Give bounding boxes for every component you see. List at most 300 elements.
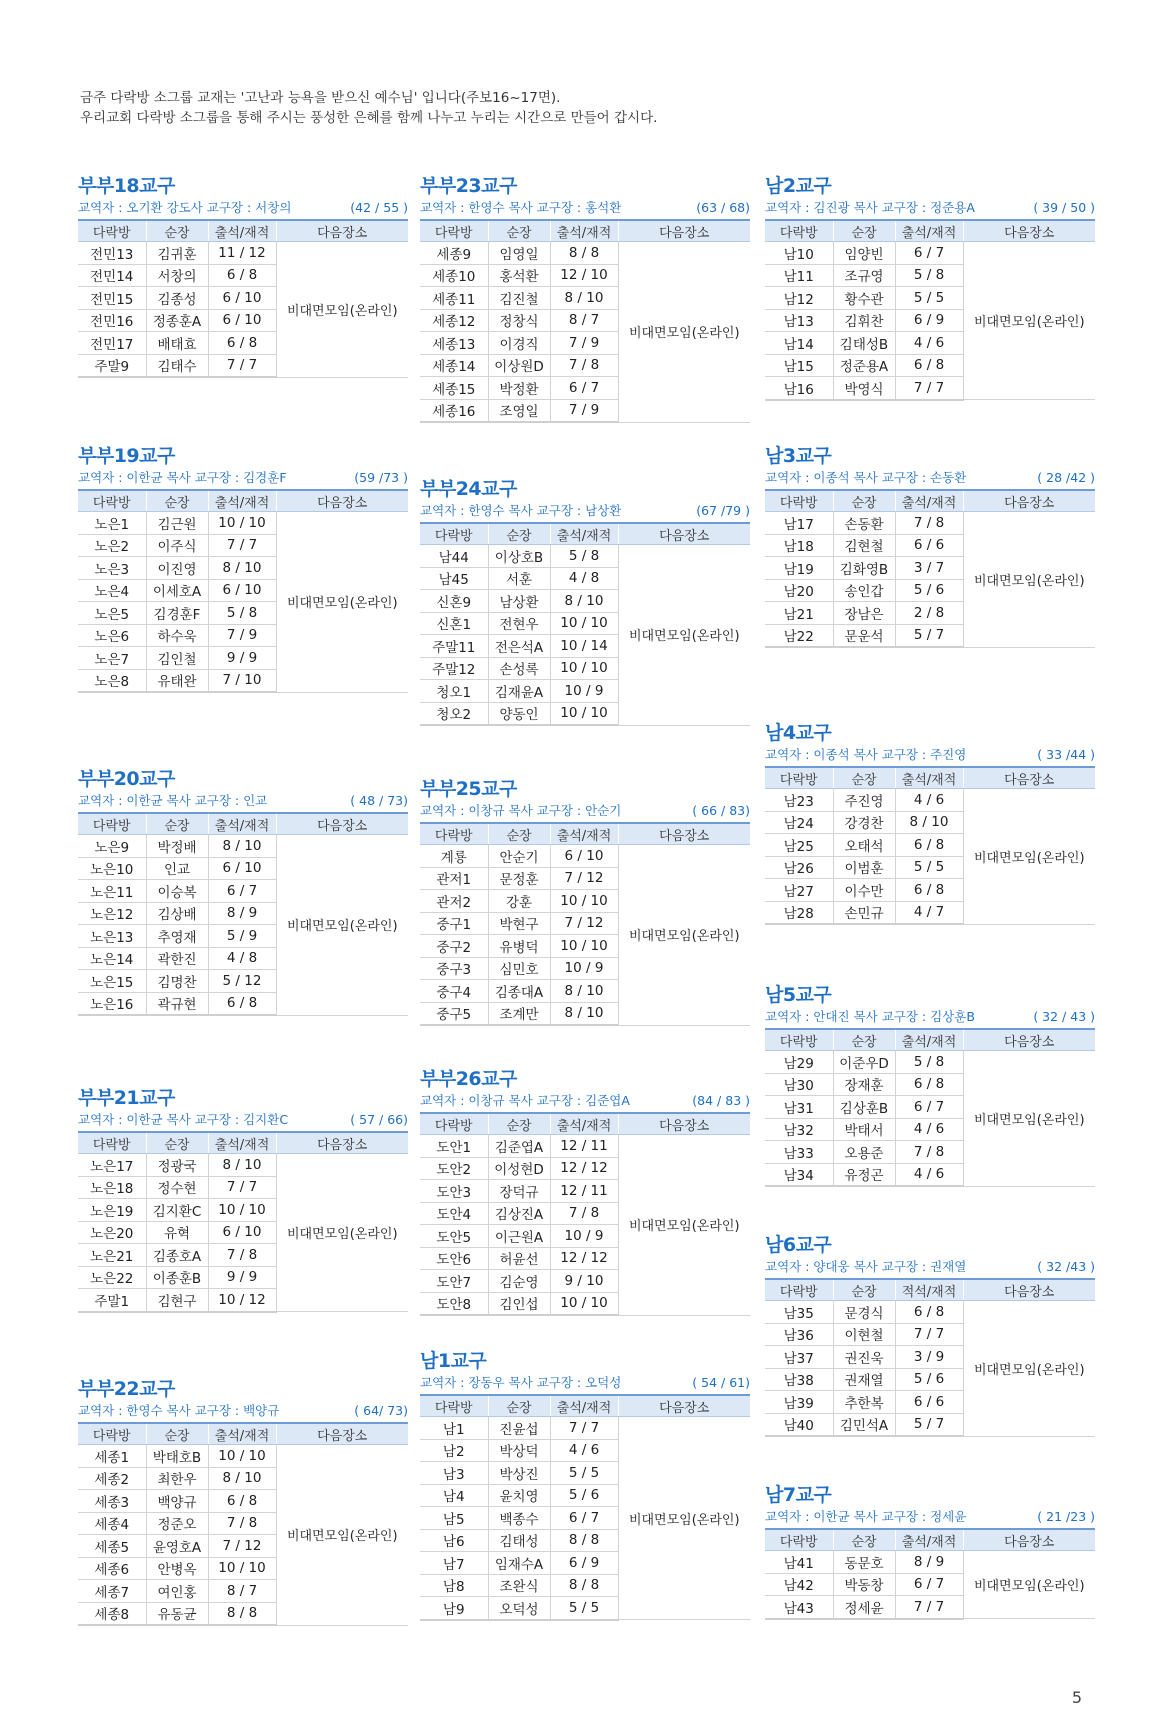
room-cell: 남27 bbox=[765, 879, 833, 902]
attendance-cell: 7 / 8 bbox=[208, 1512, 276, 1535]
district-info bbox=[420, 803, 750, 819]
room-cell: 세종8 bbox=[78, 1602, 146, 1625]
district-title: 부부20교구 bbox=[78, 768, 175, 790]
leader-cell: 배태효 bbox=[146, 332, 208, 355]
attendance-cell: 12 / 11 bbox=[550, 1135, 618, 1158]
header-room: 다락방 bbox=[765, 1279, 833, 1301]
leader-cell: 김순영 bbox=[488, 1270, 550, 1293]
attendance-table bbox=[420, 219, 750, 423]
header-leader: 순장 bbox=[833, 1279, 895, 1301]
attendance-cell: 6 / 8 bbox=[895, 1301, 963, 1324]
district-info bbox=[78, 470, 408, 486]
attendance-cell: 8 / 7 bbox=[550, 309, 618, 332]
leader-cell: 정광국 bbox=[146, 1154, 208, 1177]
district-group bbox=[765, 1234, 1095, 1437]
district-info bbox=[420, 1093, 750, 1109]
leader-cell: 정준용A bbox=[833, 354, 895, 377]
district-info bbox=[420, 503, 750, 519]
pastor-leader-info: 교역자 : 김진광 목사 교구장 : 정준용A bbox=[765, 200, 975, 215]
attendance-cell: 5 / 8 bbox=[208, 602, 276, 625]
attendance-cell: 3 / 7 bbox=[895, 557, 963, 580]
district-group bbox=[420, 478, 750, 726]
district-group bbox=[420, 778, 750, 1026]
room-cell: 남33 bbox=[765, 1141, 833, 1164]
attendance-ratio: ( 32 /43 ) bbox=[1037, 1259, 1095, 1274]
leader-cell: 이상호B bbox=[488, 545, 550, 568]
header-attendance: 출석/재적 bbox=[550, 220, 618, 242]
table-row bbox=[420, 242, 750, 265]
leader-cell: 윤영호A bbox=[146, 1535, 208, 1558]
attendance-cell: 7 / 12 bbox=[550, 867, 618, 890]
table-header-row bbox=[765, 767, 1095, 789]
next-place-cell: 비대면모임(온라인) bbox=[963, 1301, 1095, 1437]
attendance-ratio: ( 66 / 83) bbox=[692, 803, 750, 818]
room-cell: 전민16 bbox=[78, 309, 146, 332]
attendance-cell: 5 / 7 bbox=[895, 1413, 963, 1436]
attendance-cell: 7 / 7 bbox=[208, 1176, 276, 1199]
header-room: 다락방 bbox=[78, 813, 146, 835]
leader-cell: 오용준 bbox=[833, 1141, 895, 1164]
room-cell: 도안3 bbox=[420, 1180, 488, 1203]
header-attendance: 출석/재적 bbox=[208, 1132, 276, 1154]
next-place-cell: 비대면모임(온라인) bbox=[963, 1051, 1095, 1187]
attendance-cell: 12 / 10 bbox=[550, 264, 618, 287]
attendance-cell: 10 / 10 bbox=[208, 1199, 276, 1222]
district-title: 부부18교구 bbox=[78, 175, 175, 197]
leader-cell: 김상훈B bbox=[833, 1096, 895, 1119]
attendance-cell: 8 / 10 bbox=[208, 1467, 276, 1490]
room-cell: 노은15 bbox=[78, 970, 146, 993]
room-cell: 전민13 bbox=[78, 242, 146, 265]
attendance-cell: 6 / 7 bbox=[208, 880, 276, 903]
leader-cell: 이준우D bbox=[833, 1051, 895, 1074]
attendance-cell: 5 / 7 bbox=[895, 624, 963, 647]
attendance-cell: 10 / 14 bbox=[550, 635, 618, 658]
room-cell: 남14 bbox=[765, 332, 833, 355]
intro-text bbox=[80, 88, 657, 128]
attendance-cell: 7 / 9 bbox=[550, 399, 618, 422]
attendance-table bbox=[765, 1528, 1095, 1620]
leader-cell: 곽규현 bbox=[146, 992, 208, 1015]
leader-cell: 전은석A bbox=[488, 635, 550, 658]
district-info bbox=[765, 1509, 1095, 1525]
leader-cell: 정수현 bbox=[146, 1176, 208, 1199]
leader-cell: 김근원 bbox=[146, 512, 208, 535]
next-place-cell: 비대면모임(온라인) bbox=[963, 1551, 1095, 1619]
room-cell: 세종4 bbox=[78, 1512, 146, 1535]
header-next-place: 다음장소 bbox=[276, 1132, 408, 1154]
pastor-leader-info: 교역자 : 오기환 강도사 교구장 : 서창의 bbox=[78, 200, 292, 215]
attendance-table bbox=[78, 219, 408, 378]
attendance-cell: 5 / 5 bbox=[895, 856, 963, 879]
room-cell: 도안5 bbox=[420, 1225, 488, 1248]
district-group bbox=[420, 175, 750, 423]
leader-cell: 최한우 bbox=[146, 1467, 208, 1490]
leader-cell: 추영재 bbox=[146, 925, 208, 948]
leader-cell: 백양규 bbox=[146, 1490, 208, 1513]
room-cell: 세종6 bbox=[78, 1557, 146, 1580]
header-attendance: 출석/재적 bbox=[895, 1029, 963, 1051]
header-attendance: 출석/재적 bbox=[208, 220, 276, 242]
attendance-table bbox=[78, 1422, 408, 1626]
room-cell: 남17 bbox=[765, 512, 833, 535]
header-room: 다락방 bbox=[78, 220, 146, 242]
header-room: 다락방 bbox=[765, 490, 833, 512]
leader-cell: 김재윤A bbox=[488, 680, 550, 703]
leader-cell: 김화영B bbox=[833, 557, 895, 580]
attendance-table bbox=[78, 489, 408, 693]
leader-cell: 김민석A bbox=[833, 1413, 895, 1436]
attendance-cell: 10 / 9 bbox=[550, 1225, 618, 1248]
attendance-cell: 6 / 10 bbox=[208, 1221, 276, 1244]
leader-cell: 김휘찬 bbox=[833, 309, 895, 332]
attendance-ratio: (67 /79 ) bbox=[696, 503, 750, 518]
header-next-place: 다음장소 bbox=[276, 813, 408, 835]
district-title: 부부22교구 bbox=[78, 1378, 175, 1400]
room-cell: 남21 bbox=[765, 602, 833, 625]
table-row bbox=[78, 1154, 408, 1177]
room-cell: 남35 bbox=[765, 1301, 833, 1324]
leader-cell: 김종호A bbox=[146, 1244, 208, 1267]
room-cell: 노은18 bbox=[78, 1176, 146, 1199]
room-cell: 관저1 bbox=[420, 867, 488, 890]
header-room: 다락방 bbox=[78, 490, 146, 512]
district-title: 부부23교구 bbox=[420, 175, 517, 197]
leader-cell: 황수관 bbox=[833, 287, 895, 310]
attendance-cell: 6 / 8 bbox=[208, 332, 276, 355]
room-cell: 세종9 bbox=[420, 242, 488, 265]
attendance-table bbox=[765, 489, 1095, 648]
district-group bbox=[78, 445, 408, 693]
attendance-cell: 10 / 10 bbox=[550, 1292, 618, 1315]
header-leader: 순장 bbox=[146, 490, 208, 512]
leader-cell: 김상배 bbox=[146, 902, 208, 925]
next-place-cell: 비대면모임(온라인) bbox=[276, 1445, 408, 1626]
attendance-ratio: ( 54 / 61) bbox=[692, 1375, 750, 1390]
attendance-cell: 8 / 10 bbox=[550, 980, 618, 1003]
attendance-cell: 5 / 6 bbox=[895, 579, 963, 602]
leader-cell: 조완식 bbox=[488, 1574, 550, 1597]
leader-cell: 이종훈B bbox=[146, 1266, 208, 1289]
room-cell: 노은2 bbox=[78, 534, 146, 557]
header-room: 다락방 bbox=[420, 220, 488, 242]
attendance-cell: 6 / 6 bbox=[895, 534, 963, 557]
leader-cell: 양동인 bbox=[488, 702, 550, 725]
room-cell: 노은13 bbox=[78, 925, 146, 948]
leader-cell: 유동균 bbox=[146, 1602, 208, 1625]
attendance-ratio: ( 39 / 50 ) bbox=[1033, 200, 1095, 215]
table-header-row bbox=[765, 490, 1095, 512]
district-info bbox=[765, 1259, 1095, 1275]
attendance-ratio: ( 48 / 73) bbox=[350, 793, 408, 808]
district-group bbox=[765, 175, 1095, 401]
leader-cell: 이주식 bbox=[146, 534, 208, 557]
room-cell: 세종14 bbox=[420, 354, 488, 377]
header-leader: 순장 bbox=[833, 1029, 895, 1051]
attendance-cell: 5 / 12 bbox=[208, 970, 276, 993]
leader-cell: 박상진 bbox=[488, 1462, 550, 1485]
leader-cell: 박현구 bbox=[488, 912, 550, 935]
attendance-cell: 8 / 8 bbox=[550, 242, 618, 265]
room-cell: 세종2 bbox=[78, 1467, 146, 1490]
attendance-cell: 10 / 12 bbox=[208, 1289, 276, 1312]
district-group bbox=[765, 722, 1095, 925]
attendance-ratio: ( 28 /42 ) bbox=[1037, 470, 1095, 485]
attendance-ratio: ( 57 / 66) bbox=[350, 1112, 408, 1127]
pastor-leader-info: 교역자 : 한영수 목사 교구장 : 남상환 bbox=[420, 503, 622, 518]
room-cell: 남11 bbox=[765, 264, 833, 287]
header-room: 다락방 bbox=[78, 1132, 146, 1154]
header-attendance: 출석/재적 bbox=[550, 1113, 618, 1135]
header-attendance: 출석/재적 bbox=[208, 490, 276, 512]
pastor-leader-info: 교역자 : 이한균 목사 교구장 : 정세윤 bbox=[765, 1509, 967, 1524]
room-cell: 중구1 bbox=[420, 912, 488, 935]
attendance-cell: 4 / 6 bbox=[895, 1118, 963, 1141]
district-info bbox=[765, 200, 1095, 216]
header-leader: 순장 bbox=[833, 767, 895, 789]
table-row bbox=[765, 512, 1095, 535]
district-title: 남5교구 bbox=[765, 984, 832, 1006]
header-attendance: 출석/재적 bbox=[895, 1529, 963, 1551]
attendance-cell: 7 / 8 bbox=[550, 1202, 618, 1225]
attendance-cell: 10 / 10 bbox=[208, 1557, 276, 1580]
attendance-cell: 10 / 10 bbox=[550, 612, 618, 635]
room-cell: 주말11 bbox=[420, 635, 488, 658]
leader-cell: 이현철 bbox=[833, 1323, 895, 1346]
next-place-cell: 비대면모임(온라인) bbox=[963, 789, 1095, 925]
table-row bbox=[765, 1051, 1095, 1074]
leader-cell: 유혁 bbox=[146, 1221, 208, 1244]
header-leader: 순장 bbox=[146, 1423, 208, 1445]
leader-cell: 김태수 bbox=[146, 354, 208, 377]
leader-cell: 남상환 bbox=[488, 590, 550, 613]
attendance-cell: 6 / 8 bbox=[895, 879, 963, 902]
leader-cell: 정창식 bbox=[488, 309, 550, 332]
room-cell: 세종7 bbox=[78, 1580, 146, 1603]
room-cell: 남26 bbox=[765, 856, 833, 879]
leader-cell: 박영식 bbox=[833, 377, 895, 400]
leader-cell: 조영일 bbox=[488, 399, 550, 422]
room-cell: 중구5 bbox=[420, 1002, 488, 1025]
attendance-cell: 8 / 9 bbox=[895, 1551, 963, 1574]
attendance-ratio: (63 / 68) bbox=[696, 200, 750, 215]
attendance-cell: 12 / 12 bbox=[550, 1247, 618, 1270]
room-cell: 계룡 bbox=[420, 845, 488, 868]
attendance-table bbox=[78, 812, 408, 1016]
district-group bbox=[765, 984, 1095, 1187]
district-title: 부부25교구 bbox=[420, 778, 517, 800]
room-cell: 관저2 bbox=[420, 890, 488, 913]
header-room: 다락방 bbox=[420, 1395, 488, 1417]
attendance-cell: 4 / 6 bbox=[550, 1439, 618, 1462]
attendance-cell: 6 / 10 bbox=[208, 309, 276, 332]
attendance-cell: 9 / 9 bbox=[208, 647, 276, 670]
leader-cell: 권진욱 bbox=[833, 1346, 895, 1369]
room-cell: 남2 bbox=[420, 1439, 488, 1462]
room-cell: 남32 bbox=[765, 1118, 833, 1141]
leader-cell: 이승복 bbox=[146, 880, 208, 903]
next-place-cell: 비대면모임(온라인) bbox=[618, 1135, 750, 1316]
attendance-table bbox=[765, 219, 1095, 401]
header-next-place: 다음장소 bbox=[963, 1529, 1095, 1551]
room-cell: 도안6 bbox=[420, 1247, 488, 1270]
room-cell: 신혼1 bbox=[420, 612, 488, 635]
district-title: 남2교구 bbox=[765, 175, 832, 197]
leader-cell: 손성록 bbox=[488, 657, 550, 680]
room-cell: 남16 bbox=[765, 377, 833, 400]
next-place-cell: 비대면모임(온라인) bbox=[618, 242, 750, 423]
room-cell: 신혼9 bbox=[420, 590, 488, 613]
room-cell: 남25 bbox=[765, 834, 833, 857]
attendance-table bbox=[420, 1112, 750, 1316]
header-leader: 순장 bbox=[146, 813, 208, 835]
leader-cell: 이근원A bbox=[488, 1225, 550, 1248]
attendance-cell: 12 / 11 bbox=[550, 1180, 618, 1203]
table-row bbox=[765, 789, 1095, 812]
attendance-cell: 6 / 9 bbox=[895, 309, 963, 332]
leader-cell: 유병덕 bbox=[488, 935, 550, 958]
room-cell: 남10 bbox=[765, 242, 833, 265]
leader-cell: 김종대A bbox=[488, 980, 550, 1003]
room-cell: 남34 bbox=[765, 1163, 833, 1186]
leader-cell: 전현우 bbox=[488, 612, 550, 635]
attendance-cell: 8 / 10 bbox=[550, 287, 618, 310]
leader-cell: 정준오 bbox=[146, 1512, 208, 1535]
leader-cell: 곽한진 bbox=[146, 947, 208, 970]
leader-cell: 김태성B bbox=[833, 332, 895, 355]
leader-cell: 조규영 bbox=[833, 264, 895, 287]
header-room: 다락방 bbox=[420, 1113, 488, 1135]
leader-cell: 문운석 bbox=[833, 624, 895, 647]
pastor-leader-info: 교역자 : 이종석 목사 교구장 : 손동환 bbox=[765, 470, 967, 485]
room-cell: 남6 bbox=[420, 1529, 488, 1552]
attendance-table bbox=[765, 766, 1095, 925]
room-cell: 청오1 bbox=[420, 680, 488, 703]
next-place-cell: 비대면모임(온라인) bbox=[276, 1154, 408, 1312]
leader-cell: 하수욱 bbox=[146, 624, 208, 647]
attendance-cell: 6 / 8 bbox=[208, 992, 276, 1015]
district-title: 남4교구 bbox=[765, 722, 832, 744]
room-cell: 남12 bbox=[765, 287, 833, 310]
leader-cell: 강경찬 bbox=[833, 811, 895, 834]
room-cell: 남38 bbox=[765, 1368, 833, 1391]
leader-cell: 인교 bbox=[146, 857, 208, 880]
room-cell: 남22 bbox=[765, 624, 833, 647]
pastor-leader-info: 교역자 : 양대웅 목사 교구장 : 권재열 bbox=[765, 1259, 967, 1274]
room-cell: 남39 bbox=[765, 1391, 833, 1414]
leader-cell: 문경식 bbox=[833, 1301, 895, 1324]
attendance-table bbox=[420, 822, 750, 1026]
attendance-cell: 8 / 8 bbox=[550, 1574, 618, 1597]
header-leader: 순장 bbox=[833, 1529, 895, 1551]
room-cell: 노은19 bbox=[78, 1199, 146, 1222]
district-group bbox=[420, 1068, 750, 1316]
attendance-cell: 8 / 10 bbox=[895, 811, 963, 834]
room-cell: 세종1 bbox=[78, 1445, 146, 1468]
header-next-place: 다음장소 bbox=[276, 1423, 408, 1445]
pastor-leader-info: 교역자 : 이종석 목사 교구장 : 주진영 bbox=[765, 747, 967, 762]
attendance-cell: 6 / 7 bbox=[550, 377, 618, 400]
header-leader: 순장 bbox=[833, 490, 895, 512]
attendance-cell: 8 / 10 bbox=[208, 1154, 276, 1177]
leader-cell: 김진철 bbox=[488, 287, 550, 310]
attendance-cell: 3 / 9 bbox=[895, 1346, 963, 1369]
room-cell: 남41 bbox=[765, 1551, 833, 1574]
attendance-ratio: ( 64/ 73) bbox=[354, 1403, 408, 1418]
attendance-cell: 6 / 6 bbox=[895, 1391, 963, 1414]
room-cell: 남29 bbox=[765, 1051, 833, 1074]
leader-cell: 김현철 bbox=[833, 534, 895, 557]
attendance-cell: 6 / 8 bbox=[208, 1490, 276, 1513]
attendance-table bbox=[420, 522, 750, 726]
header-next-place: 다음장소 bbox=[963, 767, 1095, 789]
room-cell: 남31 bbox=[765, 1096, 833, 1119]
leader-cell: 송인갑 bbox=[833, 579, 895, 602]
attendance-cell: 10 / 10 bbox=[550, 657, 618, 680]
room-cell: 남37 bbox=[765, 1346, 833, 1369]
attendance-cell: 4 / 8 bbox=[550, 567, 618, 590]
room-cell: 도안4 bbox=[420, 1202, 488, 1225]
attendance-ratio: (84 / 83 ) bbox=[692, 1093, 750, 1108]
room-cell: 남42 bbox=[765, 1573, 833, 1596]
attendance-table bbox=[765, 1278, 1095, 1437]
table-row bbox=[765, 1301, 1095, 1324]
leader-cell: 동문호 bbox=[833, 1551, 895, 1574]
leader-cell: 이진영 bbox=[146, 557, 208, 580]
room-cell: 주말9 bbox=[78, 354, 146, 377]
leader-cell: 김귀훈 bbox=[146, 242, 208, 265]
room-cell: 남28 bbox=[765, 901, 833, 924]
table-row bbox=[78, 835, 408, 858]
leader-cell: 김종성 bbox=[146, 287, 208, 310]
attendance-cell: 2 / 8 bbox=[895, 602, 963, 625]
attendance-cell: 8 / 8 bbox=[208, 1602, 276, 1625]
district-group bbox=[765, 445, 1095, 648]
header-next-place: 다음장소 bbox=[963, 1029, 1095, 1051]
room-cell: 남43 bbox=[765, 1596, 833, 1619]
district-title: 남1교구 bbox=[420, 1350, 487, 1372]
leader-cell: 김태성 bbox=[488, 1529, 550, 1552]
table-row bbox=[420, 845, 750, 868]
header-attendance: 출석/재적 bbox=[895, 767, 963, 789]
attendance-cell: 7 / 8 bbox=[208, 1244, 276, 1267]
leader-cell: 심민호 bbox=[488, 957, 550, 980]
leader-cell: 오태석 bbox=[833, 834, 895, 857]
attendance-cell: 5 / 5 bbox=[550, 1597, 618, 1620]
attendance-cell: 10 / 9 bbox=[550, 957, 618, 980]
leader-cell: 이성현D bbox=[488, 1157, 550, 1180]
room-cell: 중구2 bbox=[420, 935, 488, 958]
room-cell: 노은11 bbox=[78, 880, 146, 903]
attendance-cell: 8 / 8 bbox=[550, 1529, 618, 1552]
district-info bbox=[765, 747, 1095, 763]
table-row bbox=[420, 1417, 750, 1440]
next-place-cell: 비대면모임(온라인) bbox=[618, 545, 750, 726]
room-cell: 노은8 bbox=[78, 669, 146, 692]
district-group bbox=[420, 1350, 750, 1621]
attendance-cell: 4 / 8 bbox=[208, 947, 276, 970]
header-leader: 순장 bbox=[488, 523, 550, 545]
room-cell: 전민15 bbox=[78, 287, 146, 310]
table-header-row bbox=[765, 1279, 1095, 1301]
room-cell: 남20 bbox=[765, 579, 833, 602]
header-attendance: 출석/재적 bbox=[208, 1423, 276, 1445]
room-cell: 노은14 bbox=[78, 947, 146, 970]
attendance-cell: 10 / 10 bbox=[208, 512, 276, 535]
leader-cell: 장남은 bbox=[833, 602, 895, 625]
room-cell: 세종10 bbox=[420, 264, 488, 287]
leader-cell: 임양빈 bbox=[833, 242, 895, 265]
